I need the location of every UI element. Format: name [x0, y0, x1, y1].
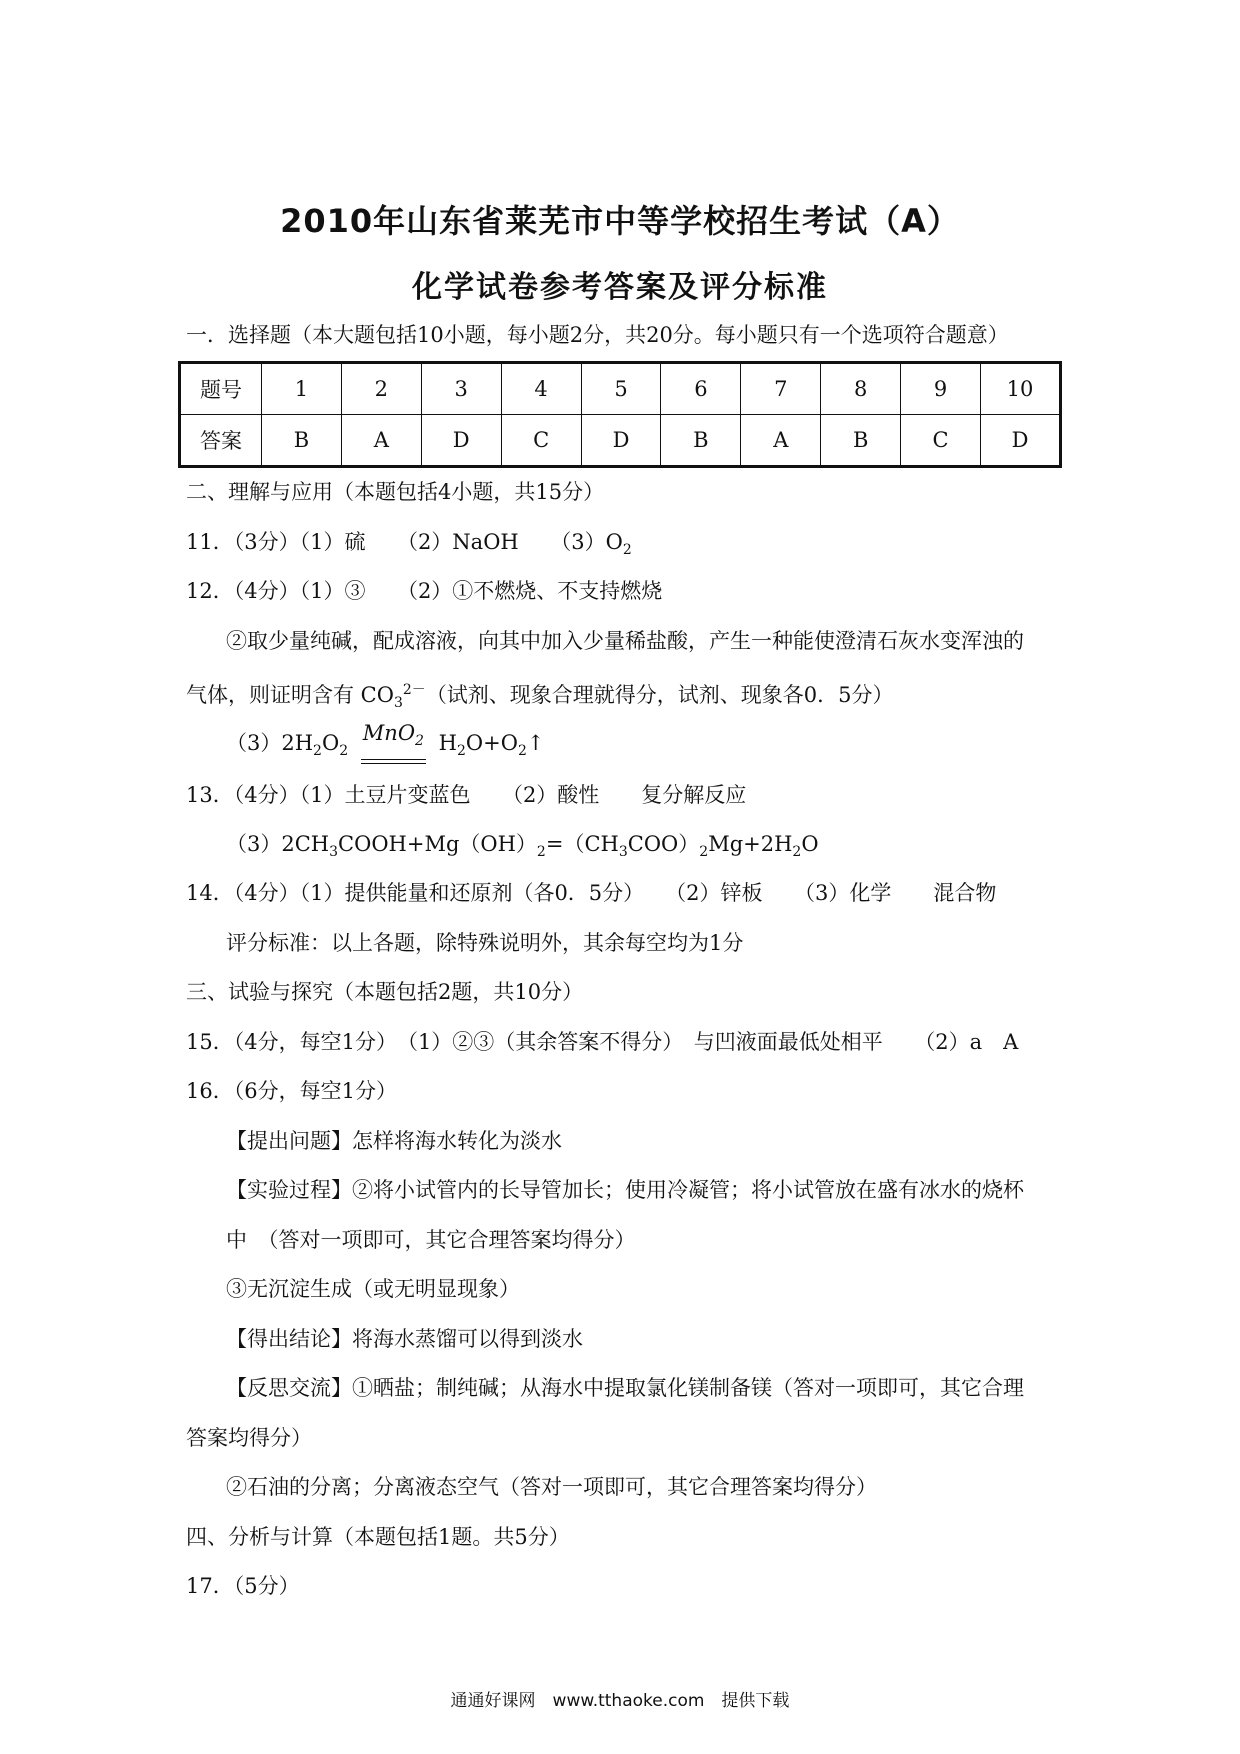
question-12-equation [226, 721, 545, 766]
table-cell: 7 [741, 363, 821, 415]
table-row-numbers [180, 363, 1061, 415]
table-cell: C [501, 415, 581, 467]
table-row-answers [180, 415, 1061, 467]
table-cell: 6 [661, 363, 741, 415]
eq-text: COOH+Mg（OH） [338, 832, 537, 856]
table-cell: A [341, 415, 421, 467]
table-cell: 8 [821, 363, 901, 415]
q12-line3-text-a: 气体，则证明含有 CO [186, 683, 394, 707]
question-17: 17．（5分） [186, 1574, 300, 1598]
table-cell: B [821, 415, 901, 467]
table-cell: 5 [581, 363, 661, 415]
footer-source: 通通好课网 www.tthaoke.com 提供下载 [450, 1691, 790, 1711]
question-16: 16．（6分，每空1分） [186, 1079, 397, 1103]
table-cell: D [581, 415, 661, 467]
eq-text: H [438, 731, 457, 755]
eq-text: COO） [627, 832, 700, 856]
question-15: 15．（4分，每空1分） （1）②③（其余答案不得分） 与凹液面最低处相平 （2）a A [186, 1030, 1019, 1054]
question-16-process-2: 中 （答对一项即可，其它合理答案均得分） [226, 1228, 636, 1252]
q12-line3-sup: 2－ [402, 682, 426, 698]
table-cell: B [262, 415, 342, 467]
question-14-line-1: 14．（4分）（1）提供能量和还原剂（各0．5分） （2）锌板 （3）化学 混合物 [186, 881, 997, 905]
q12-line3-text-b: （试剂、现象合理就得分，试剂、现象各0．5分） [425, 683, 894, 707]
document-subtitle: 化学试卷参考答案及评分标准 [412, 270, 828, 305]
catalyst-sub: 2 [415, 733, 424, 750]
section-2-heading: 二、理解与应用（本题包括4小题，共15分） [186, 480, 605, 504]
section-4-heading: 四、分析与计算（本题包括1题。共5分） [186, 1525, 570, 1549]
eq-text: （3）2CH [226, 832, 330, 856]
question-16-conclusion: 【得出结论】将海水蒸馏可以得到淡水 [226, 1327, 583, 1351]
question-12-line-3 [186, 675, 894, 718]
answer-table [178, 361, 1062, 468]
eq-sub: 2 [536, 844, 546, 861]
equals-double-line [361, 759, 426, 764]
eq-text: O+O [465, 731, 518, 755]
catalyst-label [363, 718, 424, 756]
question-16-reflection-3: ②石油的分离；分离液态空气（答对一项即可，其它合理答案均得分） [226, 1475, 877, 1499]
eq-text: =（CH [545, 832, 619, 856]
row-label-number: 题号 [180, 363, 262, 415]
table-cell: 4 [501, 363, 581, 415]
row-label-answer: 答案 [180, 415, 262, 467]
document-title: 2010年山东省莱芜市中等学校招生考试（A） [280, 202, 960, 240]
eq-text: O [801, 832, 819, 856]
table-cell: A [741, 415, 821, 467]
table-cell: D [421, 415, 501, 467]
table-cell: 10 [981, 363, 1061, 415]
table-cell: 3 [421, 363, 501, 415]
catalyst-text: MnO [362, 721, 416, 745]
eq-text: O [321, 731, 340, 755]
grading-note: 评分标准：以上各题，除特殊说明外，其余每空均为1分 [226, 931, 744, 955]
q12-line3-sub: 3 [393, 695, 403, 712]
eq-sub: 2 [699, 844, 709, 861]
eq-sub: 3 [618, 844, 628, 861]
question-16-process-1: 【实验过程】②将小试管内的长导管加长；使用冷凝管；将小试管放在盛有冰水的烧杯 [226, 1178, 1024, 1202]
section-1-heading: 一．选择题（本大题包括10小题，每小题2分，共20分。每小题只有一个选项符合题意） [186, 323, 1009, 347]
eq-sub: 2 [313, 743, 322, 760]
table-cell: D [981, 415, 1061, 467]
table-cell: 1 [262, 363, 342, 415]
question-16-reflection-1: 【反思交流】①晒盐；制纯碱；从海水中提取氯化镁制备镁（答对一项即可，其它合理 [226, 1376, 1024, 1400]
question-11 [186, 527, 632, 565]
q11-text: 11．（3分）（1）硫 （2）NaOH （3）O [186, 530, 623, 554]
question-12-line-2: ②取少量纯碱，配成溶液，向其中加入少量稀盐酸，产生一种能使澄清石灰水变浑浊的 [226, 629, 1024, 653]
eq-text: Mg+2H [708, 832, 793, 856]
q11-subscript: 2 [622, 542, 632, 559]
eq-sub: 3 [329, 844, 339, 861]
question-13-equation [226, 829, 819, 867]
eq-sub: 2 [456, 743, 466, 760]
question-16-reflection-2: 答案均得分） [186, 1426, 312, 1450]
table-cell: C [901, 415, 981, 467]
section-3-heading: 三、试验与探究（本题包括2题，共10分） [186, 980, 584, 1004]
question-16-problem: 【提出问题】怎样将海水转化为淡水 [226, 1129, 562, 1153]
eq-text: （3）2H [226, 731, 314, 755]
eq-sub: 2 [792, 844, 802, 861]
table-cell: 9 [901, 363, 981, 415]
up-arrow-icon: ↑ [526, 731, 545, 755]
question-16-observation: ③无沉淀生成（或无明显现象） [226, 1277, 520, 1301]
eq-sub: 2 [339, 743, 349, 760]
table-cell: B [661, 415, 741, 467]
eq-sub: 2 [517, 743, 527, 760]
question-13-line-1: 13．（4分）（1）土豆片变蓝色 （2）酸性 复分解反应 [186, 783, 747, 807]
table-cell: 2 [341, 363, 421, 415]
question-12-line-1: 12．（4分）（1）③ （2）①不燃烧、不支持燃烧 [186, 579, 663, 603]
